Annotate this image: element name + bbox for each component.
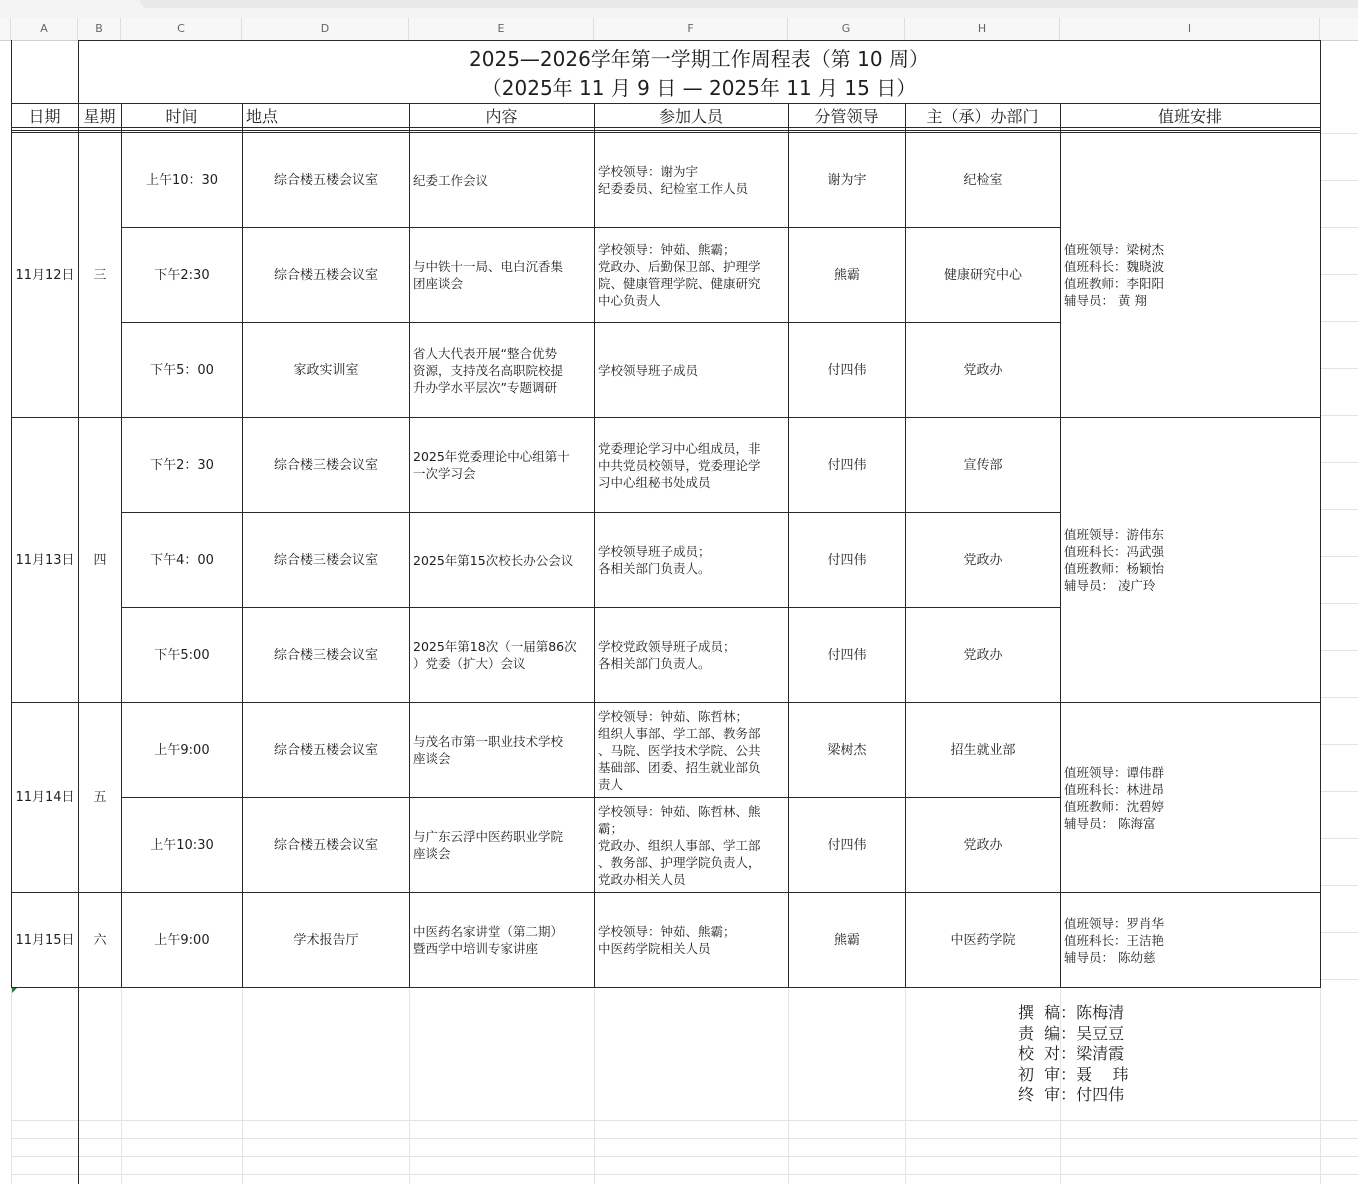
column-header-b[interactable]: B <box>78 18 121 40</box>
event-content: 中医药名家讲堂（第二期） 暨西学中培训专家讲座 <box>413 924 564 956</box>
event-leader: 付四伟 <box>827 647 867 663</box>
event-leader: 谢为宇 <box>827 172 867 188</box>
gridline-h <box>1320 556 1358 557</box>
event-participants: 学校领导：钟茹、熊霸； 中医药学院相关人员 <box>598 924 736 956</box>
gridline-h <box>11 1156 1358 1157</box>
event-place: 综合楼五楼会议室 <box>273 742 378 758</box>
event-time: 下午4：00 <box>150 552 214 568</box>
gridline-h <box>11 1120 1358 1121</box>
event-participants: 学校领导班子成员 <box>598 362 699 378</box>
event-leader: 付四伟 <box>827 552 867 568</box>
day-duty-roster: 值班领导：游伟东 值班科长：冯武强 值班教师：杨颖怡 辅导员： 凌广玲 <box>1064 527 1165 593</box>
event-place: 综合楼五楼会议室 <box>273 267 378 283</box>
column-header-e[interactable]: E <box>409 18 594 40</box>
gridline-h <box>1320 133 1358 134</box>
day-weekday: 四 <box>93 552 107 568</box>
event-leader: 付四伟 <box>827 837 867 853</box>
event-dept: 健康研究中心 <box>943 267 1022 283</box>
event-time: 上午10：30 <box>145 172 219 188</box>
event-content: 省人大代表开展“整合优势 资源，支持茂名高职院校提 升办学水平层次”专题调研 <box>413 345 564 395</box>
gridline-h <box>1320 321 1358 322</box>
gridline-v <box>594 988 595 1184</box>
border-title-top <box>78 40 1320 41</box>
gridline-h <box>1320 274 1358 275</box>
event-dept: 党政办 <box>963 647 1003 663</box>
event-participants: 学校党政领导班子成员； 各相关部门负责人。 <box>598 639 736 671</box>
day-weekday: 六 <box>93 932 107 948</box>
border-day-row <box>11 987 1320 988</box>
event-place: 综合楼五楼会议室 <box>273 837 378 853</box>
gridline-v <box>11 988 12 1184</box>
header-leader: 分管领导 <box>814 106 879 126</box>
credit-line: 初 审：聂 玮 <box>1018 1064 1129 1084</box>
event-leader: 付四伟 <box>827 457 867 473</box>
day-weekday: 五 <box>93 790 107 805</box>
credit-line: 责 编：吴豆豆 <box>1018 1023 1125 1043</box>
header-content: 内容 <box>485 106 518 126</box>
gridline-h <box>1320 509 1358 510</box>
event-content: 与中铁十一局、电白沉香集 团座谈会 <box>413 259 564 291</box>
column-header-d[interactable]: D <box>242 18 409 40</box>
credit-line: 撰 稿：陈梅清 <box>1018 1003 1125 1022</box>
event-participants: 学校领导：钟茹、熊霸； 党政办、后勤保卫部、护理学 院、健康管理学院、健康研究 中心负责人 <box>598 242 761 308</box>
event-place: 综合楼三楼会议室 <box>273 552 378 568</box>
event-content: 2025年党委理论中心组第十 一次学习会 <box>413 449 570 481</box>
day-date: 11月13日 <box>15 552 75 568</box>
event-participants: 学校领导：钟茹、陈哲林、熊 霸； 党政办、组织人事部、学工部 、教务部、护理学院负责人， 党政办相关人员 <box>598 803 761 887</box>
column-header-bar[interactable] <box>0 18 1358 41</box>
credit-line: 校 对：梁清霞 <box>1018 1044 1125 1063</box>
header-duty: 值班安排 <box>1157 106 1222 126</box>
event-dept: 中医药学院 <box>950 932 1016 948</box>
gridline-h <box>1320 603 1358 604</box>
schedule-title: 2025—2026学年第一学期工作周程表（第 10 周） <box>469 47 929 71</box>
spreadsheet-grid[interactable] <box>0 40 1358 1184</box>
gridline-h <box>1320 932 1358 933</box>
event-participants: 党委理论学习中心组成员，非 中共党员校领导，党委理论学 习中心组秘书处成员 <box>598 440 761 490</box>
gridline-h <box>1320 462 1358 463</box>
header-weekday: 星期 <box>83 106 116 126</box>
gridline-v <box>905 988 906 1184</box>
gridline-h <box>1320 838 1358 839</box>
gridline-v <box>242 988 243 1184</box>
event-place: 综合楼五楼会议室 <box>273 172 378 188</box>
gridline-h <box>1320 697 1358 698</box>
column-header-a[interactable]: A <box>11 18 78 40</box>
gridline-h <box>11 1174 1358 1175</box>
event-dept: 宣传部 <box>963 457 1003 473</box>
border-header-bottom-1 <box>11 127 1320 128</box>
gridline-h <box>1320 415 1358 416</box>
event-content: 纪委工作会议 <box>413 172 489 188</box>
gridline-v <box>1320 988 1321 1184</box>
gridline-h <box>1320 744 1358 745</box>
gridline-h <box>1320 227 1358 228</box>
gridline-v <box>409 988 410 1184</box>
event-time: 下午2：30 <box>150 457 214 473</box>
gridline-h <box>1320 979 1358 980</box>
gridline-h <box>1320 368 1358 369</box>
day-date: 11月14日 <box>15 790 75 805</box>
border-outer-v <box>1320 40 1321 988</box>
event-participants: 学校领导：谢为宇 纪委委员、纪检室工作人员 <box>598 164 749 196</box>
event-dept: 党政办 <box>963 837 1003 853</box>
day-duty-roster: 值班领导：谭伟群 值班科长：林进昂 值班教师：沈碧婷 辅导员： 陈海富 <box>1064 764 1165 831</box>
event-place: 学术报告厅 <box>293 932 359 948</box>
event-place: 综合楼三楼会议室 <box>273 647 378 663</box>
credit-line: 终 审：付四伟 <box>1018 1085 1125 1104</box>
day-date: 11月12日 <box>15 267 75 283</box>
event-dept: 纪检室 <box>963 172 1003 188</box>
gridline-h <box>1320 791 1358 792</box>
gridline-v <box>121 988 122 1184</box>
header-place: 地点 <box>246 106 279 126</box>
event-leader: 付四伟 <box>827 362 867 378</box>
schedule-date-range: （2025年 11 月 9 日 — 2025年 11 月 15 日） <box>481 76 917 100</box>
event-dept: 党政办 <box>963 362 1003 378</box>
event-time: 上午9:00 <box>154 742 210 758</box>
event-leader: 熊霸 <box>833 932 860 948</box>
tab-bar-edge <box>140 0 1358 8</box>
event-time: 下午5:00 <box>154 647 210 663</box>
gridline-h <box>1320 885 1358 886</box>
cell-comment-marker <box>11 987 18 994</box>
app-top-strip <box>0 0 1358 19</box>
header-dept: 主（承）办部门 <box>926 106 1039 126</box>
column-header-f[interactable]: F <box>594 18 788 40</box>
event-leader: 熊霸 <box>833 267 860 283</box>
event-participants: 学校领导班子成员； 各相关部门负责人。 <box>598 544 711 576</box>
event-dept: 党政办 <box>963 552 1003 568</box>
column-header-h[interactable]: H <box>905 18 1060 40</box>
gridline-h <box>1320 180 1358 181</box>
event-participants: 学校领导：钟茹、陈哲林； 组织人事部、学工部、教务部 、马院、医学技术学院、公共 基础部、团委、招生就业部负 责人 <box>598 708 761 792</box>
day-duty-roster: 值班领导：梁树杰 值班科长：魏晓波 值班教师：李阳阳 辅导员： 黄 翔 <box>1064 242 1165 308</box>
event-dept: 招生就业部 <box>950 742 1016 758</box>
event-place: 综合楼三楼会议室 <box>273 457 378 473</box>
header-date: 日期 <box>28 106 61 126</box>
border-header-bottom-2 <box>11 130 1320 131</box>
event-time: 下午5：00 <box>150 362 214 378</box>
column-header-i[interactable]: I <box>1060 18 1320 40</box>
event-time: 上午10:30 <box>150 837 214 853</box>
event-time: 下午2:30 <box>154 267 210 283</box>
event-content: 2025年第18次（一届第86次 ）党委（扩大）会议 <box>413 639 577 671</box>
event-content: 2025年第15次校长办公会议 <box>413 552 574 568</box>
event-time: 上午9:00 <box>154 932 210 948</box>
gridline-h <box>11 1138 1358 1139</box>
column-header-c[interactable]: C <box>121 18 242 40</box>
header-participants: 参加人员 <box>658 106 723 126</box>
day-weekday: 三 <box>93 267 107 283</box>
header-time: 时间 <box>165 106 198 126</box>
event-content: 与广东云浮中医药职业学院 座谈会 <box>413 829 564 861</box>
day-duty-roster: 值班领导：罗肖华 值班科长：王洁艳 辅导员： 陈幼慈 <box>1064 915 1165 965</box>
gridline-h <box>1320 650 1358 651</box>
event-place: 家政实训室 <box>293 362 359 378</box>
gridline-v <box>788 988 789 1184</box>
event-leader: 梁树杰 <box>827 742 867 758</box>
column-header-g[interactable]: G <box>788 18 905 40</box>
event-content: 与茂名市第一职业技术学校 座谈会 <box>413 734 564 766</box>
border-header-top <box>11 103 1320 104</box>
select-all-corner[interactable] <box>0 18 11 40</box>
day-date: 11月15日 <box>15 932 75 948</box>
